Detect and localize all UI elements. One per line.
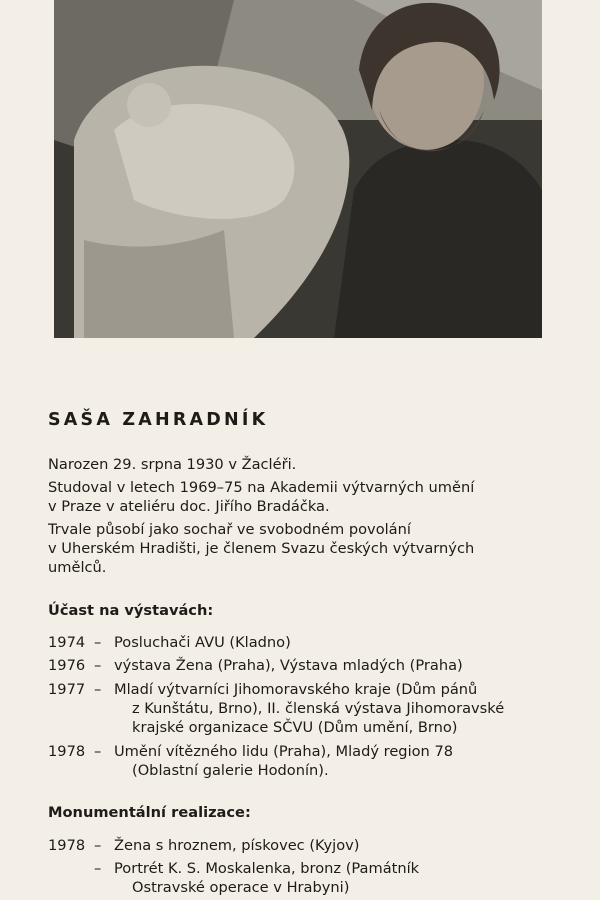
work-line-1: Trvale působí jako sochař ve svobodném povolání <box>48 521 411 538</box>
birth-line: Narozen 29. srpna 1930 v Žacléři. <box>48 456 297 473</box>
exhibition-year: 1974 <box>48 634 86 651</box>
dash: – <box>94 743 102 760</box>
portrait-photo <box>54 0 542 338</box>
work-line-3: umělců. <box>48 559 107 576</box>
exhibition-text: Posluchači AVU (Kladno) <box>114 634 291 651</box>
exhibition-text: (Oblastní galerie Hodonín). <box>132 762 329 779</box>
exhibition-text: výstava Žena (Praha), Výstava mladých (Praha) <box>114 657 463 674</box>
monumental-heading: Monumentální realizace: <box>48 804 251 821</box>
exhibition-text: krajské organizace SČVU (Dům umění, Brno) <box>132 719 458 736</box>
dash: – <box>94 634 102 651</box>
study-line-2: v Praze v ateliéru doc. Jiřího Bradáčka. <box>48 498 330 515</box>
exhibition-text: z Kunštátu, Brno), II. členská výstava Jihomoravské <box>132 700 505 717</box>
monumental-text: Žena s hroznem, pískovec (Kyjov) <box>114 837 360 854</box>
exhibition-text: Mladí výtvarníci Jihomoravského kraje (Dům pánů <box>114 681 478 698</box>
monumental-year: 1978 <box>48 837 86 854</box>
artist-name: SAŠA ZAHRADNÍK <box>48 410 269 430</box>
dash: – <box>94 681 102 698</box>
monumental-text: Ostravské operace v Hrabyni) <box>132 879 350 896</box>
exhibition-text: Umění vítězného lidu (Praha), Mladý region 78 <box>114 743 454 760</box>
dash: – <box>94 837 102 854</box>
work-line-2: v Uherském Hradišti, je členem Svazu českých výtvarných <box>48 540 475 557</box>
monumental-text: Portrét K. S. Moskalenka, bronz (Památník <box>114 860 420 877</box>
exhibition-year: 1976 <box>48 657 86 674</box>
dash: – <box>94 657 102 674</box>
exhibitions-heading: Účast na výstavách: <box>48 602 214 619</box>
dash: – <box>94 860 102 877</box>
exhibition-year: 1977 <box>48 681 86 698</box>
study-line-1: Studoval v letech 1969–75 na Akademii výtvarných umění <box>48 479 475 496</box>
exhibition-year: 1978 <box>48 743 86 760</box>
